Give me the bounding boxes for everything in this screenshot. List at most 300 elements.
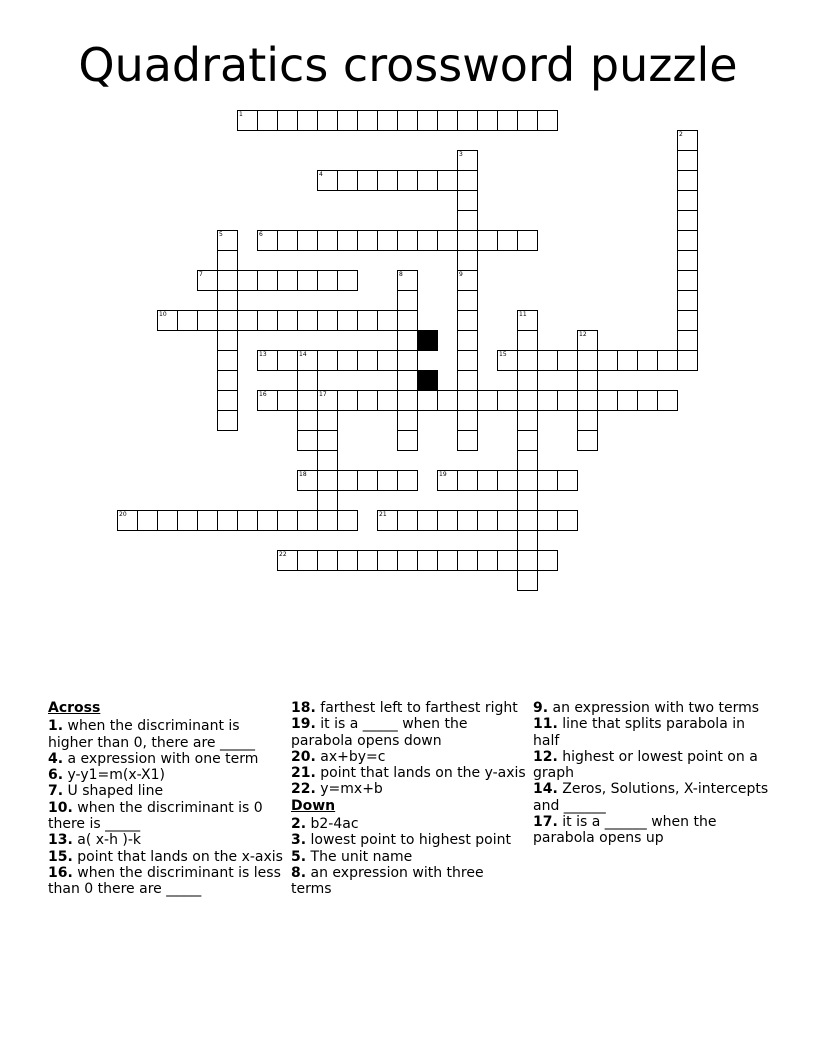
grid-cell[interactable] <box>337 230 358 251</box>
grid-cell[interactable] <box>417 390 438 411</box>
grid-cell[interactable] <box>457 110 478 131</box>
grid-cell[interactable] <box>337 470 358 491</box>
clue-text: point that lands on the y-axis <box>315 765 526 782</box>
clue-text: it is a _____ when the parabola opens down <box>291 716 468 749</box>
cell-number: 3 <box>459 151 463 158</box>
clue-text: when the discriminant is higher than 0, there are _____ <box>48 718 255 751</box>
grid-cell[interactable] <box>517 450 538 471</box>
grid-cell[interactable] <box>277 230 298 251</box>
grid-cell[interactable] <box>397 470 418 491</box>
grid-cell[interactable] <box>297 370 318 391</box>
clue-number: 15. <box>48 848 73 865</box>
clue-text: y=mx+b <box>315 781 383 798</box>
grid-cell[interactable] <box>537 110 558 131</box>
across-clue <box>48 800 284 833</box>
clue-number: 4. <box>48 750 64 767</box>
grid-cell[interactable] <box>317 110 338 131</box>
clue-text: y-y1=m(x-X1) <box>63 767 165 784</box>
grid-cell[interactable] <box>517 350 538 371</box>
grid-cell[interactable] <box>457 330 478 351</box>
black-cell <box>417 370 438 391</box>
grid-cell[interactable] <box>677 330 698 351</box>
cell-number: 12 <box>579 331 587 338</box>
grid-cell[interactable] <box>237 110 258 131</box>
grid-cell[interactable] <box>457 170 478 191</box>
down-clue <box>291 816 527 832</box>
across-clue <box>291 700 527 716</box>
grid-cell[interactable] <box>457 290 478 311</box>
grid-cell[interactable] <box>357 110 378 131</box>
across-clue <box>48 832 284 848</box>
grid-cell[interactable] <box>217 510 238 531</box>
down-clue-list <box>291 816 527 897</box>
grid-cell[interactable] <box>457 250 478 271</box>
grid-cell[interactable] <box>217 250 238 271</box>
cell-number: 19 <box>439 471 447 478</box>
grid-cell[interactable] <box>257 110 278 131</box>
clue-number: 7. <box>48 783 64 800</box>
grid-cell[interactable] <box>257 270 278 291</box>
grid-cell[interactable] <box>397 310 418 331</box>
grid-cell[interactable] <box>497 350 518 371</box>
grid-cell[interactable] <box>617 390 638 411</box>
clues-column-2 <box>291 700 527 898</box>
grid-cell[interactable] <box>437 470 458 491</box>
grid-cell[interactable] <box>457 510 478 531</box>
clue-text: The unit name <box>306 848 413 865</box>
grid-cell[interactable] <box>337 550 358 571</box>
grid-cell[interactable] <box>317 490 338 511</box>
clue-text: when the discriminant is less than 0 there are _____ <box>48 864 281 898</box>
grid-cell[interactable] <box>577 350 598 371</box>
grid-cell[interactable] <box>357 230 378 251</box>
grid-cell[interactable] <box>277 310 298 331</box>
grid-cell[interactable] <box>377 510 398 531</box>
cell-number: 15 <box>499 351 507 358</box>
clues-column-3 <box>533 700 769 847</box>
clue-text: an expression with three terms <box>291 864 484 898</box>
grid-cell[interactable] <box>337 510 358 531</box>
clue-text: ax+by=c <box>315 748 386 765</box>
grid-cell[interactable] <box>617 350 638 371</box>
grid-cell[interactable] <box>457 390 478 411</box>
grid-cell[interactable] <box>517 510 538 531</box>
across-clue <box>291 781 527 797</box>
grid-cell[interactable] <box>217 370 238 391</box>
cell-number: 5 <box>219 231 223 238</box>
grid-cell[interactable] <box>677 150 698 171</box>
clue-text: b2-4ac <box>306 816 359 833</box>
grid-cell[interactable] <box>317 230 338 251</box>
grid-cell[interactable] <box>537 390 558 411</box>
grid-cell[interactable] <box>357 170 378 191</box>
grid-cell[interactable] <box>497 550 518 571</box>
grid-cell[interactable] <box>317 470 338 491</box>
clue-number: 8. <box>291 864 307 881</box>
grid-cell[interactable] <box>277 270 298 291</box>
grid-cell[interactable] <box>437 510 458 531</box>
grid-cell[interactable] <box>557 510 578 531</box>
grid-cell[interactable] <box>217 270 238 291</box>
grid-cell[interactable] <box>497 510 518 531</box>
grid-cell[interactable] <box>397 230 418 251</box>
grid-cell[interactable] <box>257 390 278 411</box>
grid-cell[interactable] <box>377 470 398 491</box>
grid-cell[interactable] <box>457 310 478 331</box>
grid-cell[interactable] <box>377 110 398 131</box>
grid-cell[interactable] <box>357 550 378 571</box>
grid-cell[interactable] <box>197 310 218 331</box>
grid-cell[interactable] <box>337 170 358 191</box>
grid-cell[interactable] <box>297 510 318 531</box>
across-clue <box>48 767 284 783</box>
grid-cell[interactable] <box>537 470 558 491</box>
grid-cell[interactable] <box>297 470 318 491</box>
grid-cell[interactable] <box>237 510 258 531</box>
grid-cell[interactable] <box>377 170 398 191</box>
clue-number: 5. <box>291 848 307 865</box>
clue-text: highest or lowest point on a graph <box>533 748 758 782</box>
across-clue <box>48 783 284 799</box>
grid-cell[interactable] <box>317 350 338 371</box>
grid-cell[interactable] <box>177 510 198 531</box>
across-clue <box>48 718 284 751</box>
cell-number: 7 <box>199 271 203 278</box>
grid-cell[interactable] <box>137 510 158 531</box>
cell-number: 1 <box>239 111 243 118</box>
grid-cell[interactable] <box>657 390 678 411</box>
grid-cell[interactable] <box>577 330 598 351</box>
grid-cell[interactable] <box>417 110 438 131</box>
grid-cell[interactable] <box>597 390 618 411</box>
grid-cell[interactable] <box>377 350 398 371</box>
grid-cell[interactable] <box>517 330 538 351</box>
clue-number: 13. <box>48 832 73 849</box>
clue-number: 14. <box>533 781 558 798</box>
grid-cell[interactable] <box>317 310 338 331</box>
grid-cell[interactable] <box>217 330 238 351</box>
grid-cell[interactable] <box>517 530 538 551</box>
grid-cell[interactable] <box>597 350 618 371</box>
clue-text: a( x-h )-k <box>72 832 142 849</box>
clue-text: farthest left to farthest right <box>315 700 518 716</box>
grid-cell[interactable] <box>217 390 238 411</box>
grid-cell[interactable] <box>477 470 498 491</box>
grid-cell[interactable] <box>537 350 558 371</box>
clue-number: 6. <box>48 767 64 784</box>
grid-cell[interactable] <box>297 110 318 131</box>
down-clue <box>291 849 527 865</box>
clue-number: 20. <box>291 748 316 765</box>
grid-cell[interactable] <box>517 310 538 331</box>
grid-cell[interactable] <box>457 550 478 571</box>
clue-text: point that lands on the x-axis <box>72 848 283 865</box>
grid-cell[interactable] <box>377 550 398 571</box>
grid-cell[interactable] <box>157 310 178 331</box>
grid-cell[interactable] <box>397 390 418 411</box>
across-clue <box>291 765 527 781</box>
grid-cell[interactable] <box>517 390 538 411</box>
grid-cell[interactable] <box>397 110 418 131</box>
grid-cell[interactable] <box>317 410 338 431</box>
grid-cell[interactable] <box>437 170 458 191</box>
down-clue-list-cont <box>533 700 769 847</box>
grid-cell[interactable] <box>297 270 318 291</box>
grid-cell[interactable] <box>637 390 658 411</box>
cell-number: 22 <box>279 551 287 558</box>
clue-text: Zeros, Solutions, X-intercepts and ______ <box>533 781 769 814</box>
grid-cell[interactable] <box>357 470 378 491</box>
across-clue <box>48 849 284 865</box>
clue-number: 17. <box>533 814 558 831</box>
grid-cell[interactable] <box>337 350 358 371</box>
grid-cell[interactable] <box>477 390 498 411</box>
clue-number: 1. <box>48 718 64 735</box>
grid-cell[interactable] <box>437 390 458 411</box>
grid-cell[interactable] <box>317 550 338 571</box>
clue-number: 16. <box>48 864 73 881</box>
clue-number: 10. <box>48 799 73 816</box>
grid-cell[interactable] <box>397 290 418 311</box>
grid-cell[interactable] <box>577 370 598 391</box>
grid-cell[interactable] <box>257 350 278 371</box>
across-clue <box>48 865 284 898</box>
grid-cell[interactable] <box>397 430 418 451</box>
grid-cell[interactable] <box>397 370 418 391</box>
grid-cell[interactable] <box>357 310 378 331</box>
grid-cell[interactable] <box>517 550 538 571</box>
grid-cell[interactable] <box>157 510 178 531</box>
grid-cell[interactable] <box>577 410 598 431</box>
grid-cell[interactable] <box>457 430 478 451</box>
grid-cell[interactable] <box>397 410 418 431</box>
grid-cell[interactable] <box>297 390 318 411</box>
grid-cell[interactable] <box>577 390 598 411</box>
grid-cell[interactable] <box>457 350 478 371</box>
down-clue <box>533 781 769 814</box>
grid-cell[interactable] <box>297 350 318 371</box>
cell-number: 17 <box>319 391 327 398</box>
grid-cell[interactable] <box>217 230 238 251</box>
grid-cell[interactable] <box>677 310 698 331</box>
cell-number: 6 <box>259 231 263 238</box>
grid-cell[interactable] <box>377 390 398 411</box>
clue-number: 2. <box>291 816 307 833</box>
grid-cell[interactable] <box>677 170 698 191</box>
grid-cell[interactable] <box>517 110 538 131</box>
grid-cell[interactable] <box>677 270 698 291</box>
clue-text: a expression with one term <box>63 750 259 767</box>
clue-text: lowest point to highest point <box>306 832 511 849</box>
cell-number: 8 <box>399 271 403 278</box>
grid-cell[interactable] <box>517 370 538 391</box>
grid-cell[interactable] <box>397 270 418 291</box>
grid-cell[interactable] <box>437 110 458 131</box>
across-clue <box>48 751 284 767</box>
grid-cell[interactable] <box>497 470 518 491</box>
grid-cell[interactable] <box>457 150 478 171</box>
grid-cell[interactable] <box>657 350 678 371</box>
grid-cell[interactable] <box>377 310 398 331</box>
grid-cell[interactable] <box>277 110 298 131</box>
grid-cell[interactable] <box>677 250 698 271</box>
grid-cell[interactable] <box>417 170 438 191</box>
clue-number: 9. <box>533 700 549 716</box>
grid-cell[interactable] <box>117 510 138 531</box>
grid-cell[interactable] <box>297 430 318 451</box>
grid-cell[interactable] <box>397 350 418 371</box>
across-clue <box>291 716 527 749</box>
grid-cell[interactable] <box>337 390 358 411</box>
grid-cell[interactable] <box>677 350 698 371</box>
grid-cell[interactable] <box>197 510 218 531</box>
grid-cell[interactable] <box>397 170 418 191</box>
grid-cell[interactable] <box>417 510 438 531</box>
page-title: Quadratics crossword puzzle <box>78 38 738 92</box>
grid-cell[interactable] <box>337 310 358 331</box>
grid-cell[interactable] <box>317 510 338 531</box>
grid-cell[interactable] <box>197 270 218 291</box>
grid-cell[interactable] <box>457 370 478 391</box>
grid-cell[interactable] <box>457 470 478 491</box>
down-clue <box>533 716 769 749</box>
grid-cell[interactable] <box>677 190 698 211</box>
across-heading: Across <box>48 700 101 716</box>
grid-cell[interactable] <box>257 310 278 331</box>
grid-cell[interactable] <box>677 230 698 251</box>
grid-cell[interactable] <box>297 230 318 251</box>
down-clue <box>533 700 769 716</box>
grid-cell[interactable] <box>277 510 298 531</box>
grid-cell[interactable] <box>317 170 338 191</box>
grid-cell[interactable] <box>577 430 598 451</box>
grid-cell[interactable] <box>677 210 698 231</box>
grid-cell[interactable] <box>237 310 258 331</box>
clue-text: an expression with two terms <box>548 700 760 716</box>
grid-cell[interactable] <box>437 230 458 251</box>
grid-cell[interactable] <box>457 270 478 291</box>
down-heading: Down <box>291 797 336 814</box>
clue-number: 3. <box>291 832 307 849</box>
grid-cell[interactable] <box>677 290 698 311</box>
grid-cell[interactable] <box>257 510 278 531</box>
grid-cell[interactable] <box>277 550 298 571</box>
clue-number: 18. <box>291 700 316 716</box>
grid-cell[interactable] <box>217 410 238 431</box>
grid-cell[interactable] <box>337 110 358 131</box>
grid-cell[interactable] <box>497 390 518 411</box>
grid-cell[interactable] <box>497 230 518 251</box>
grid-cell[interactable] <box>317 430 338 451</box>
down-clue <box>291 865 527 898</box>
clue-number: 12. <box>533 748 558 765</box>
grid-cell[interactable] <box>357 350 378 371</box>
cell-number: 10 <box>159 311 167 318</box>
grid-cell[interactable] <box>357 390 378 411</box>
cell-number: 20 <box>119 511 127 518</box>
grid-cell[interactable] <box>277 350 298 371</box>
clue-text: line that splits parabola in half <box>533 716 745 749</box>
grid-cell[interactable] <box>457 410 478 431</box>
cell-number: 18 <box>299 471 307 478</box>
grid-cell[interactable] <box>377 230 398 251</box>
clues-column-1 <box>48 700 284 898</box>
grid-cell[interactable] <box>517 410 538 431</box>
cell-number: 11 <box>519 311 527 318</box>
grid-cell[interactable] <box>477 110 498 131</box>
grid-cell[interactable] <box>517 490 538 511</box>
clue-number: 19. <box>291 716 316 733</box>
clue-number: 11. <box>533 716 558 733</box>
grid-cell[interactable] <box>537 550 558 571</box>
grid-cell[interactable] <box>297 310 318 331</box>
clue-text: when the discriminant is 0 there is _____ <box>48 799 263 833</box>
grid-cell[interactable] <box>337 270 358 291</box>
grid-cell[interactable] <box>557 350 578 371</box>
grid-cell[interactable] <box>517 470 538 491</box>
cell-number: 9 <box>459 271 463 278</box>
grid-cell[interactable] <box>517 230 538 251</box>
grid-cell[interactable] <box>217 290 238 311</box>
black-cell <box>417 330 438 351</box>
grid-cell[interactable] <box>457 190 478 211</box>
grid-cell[interactable] <box>517 570 538 591</box>
grid-cell[interactable] <box>277 390 298 411</box>
grid-cell[interactable] <box>317 450 338 471</box>
grid-cell[interactable] <box>317 270 338 291</box>
grid-cell[interactable] <box>217 350 238 371</box>
clue-text: it is a ______ when the parabola opens up <box>533 814 717 847</box>
grid-cell[interactable] <box>557 470 578 491</box>
clue-number: 21. <box>291 765 316 782</box>
cell-number: 14 <box>299 351 307 358</box>
grid-cell[interactable] <box>537 510 558 531</box>
clue-number: 22. <box>291 781 316 798</box>
grid-cell[interactable] <box>477 550 498 571</box>
grid-cell[interactable] <box>177 310 198 331</box>
grid-cell[interactable] <box>417 230 438 251</box>
grid-cell[interactable] <box>517 430 538 451</box>
grid-cell[interactable] <box>457 230 478 251</box>
across-clue <box>291 749 527 765</box>
grid-cell[interactable] <box>397 510 418 531</box>
across-clue-list-cont <box>291 700 527 798</box>
down-clue <box>533 814 769 847</box>
grid-cell[interactable] <box>637 350 658 371</box>
grid-cell[interactable] <box>257 230 278 251</box>
grid-cell[interactable] <box>237 270 258 291</box>
grid-cell[interactable] <box>557 390 578 411</box>
grid-cell[interactable] <box>457 210 478 231</box>
down-clue <box>533 749 769 782</box>
cell-number: 21 <box>379 511 387 518</box>
grid-cell[interactable] <box>477 230 498 251</box>
grid-cell[interactable] <box>297 410 318 431</box>
grid-cell[interactable] <box>497 110 518 131</box>
grid-cell[interactable] <box>217 310 238 331</box>
grid-cell[interactable] <box>477 510 498 531</box>
grid-cell[interactable] <box>397 550 418 571</box>
clue-text: U shaped line <box>63 783 164 800</box>
grid-cell[interactable] <box>297 550 318 571</box>
across-clue-list <box>48 718 284 897</box>
grid-cell[interactable] <box>677 130 698 151</box>
grid-cell[interactable] <box>417 550 438 571</box>
grid-cell[interactable] <box>317 390 338 411</box>
grid-cell[interactable] <box>397 330 418 351</box>
grid-cell[interactable] <box>437 550 458 571</box>
cell-number: 13 <box>259 351 267 358</box>
